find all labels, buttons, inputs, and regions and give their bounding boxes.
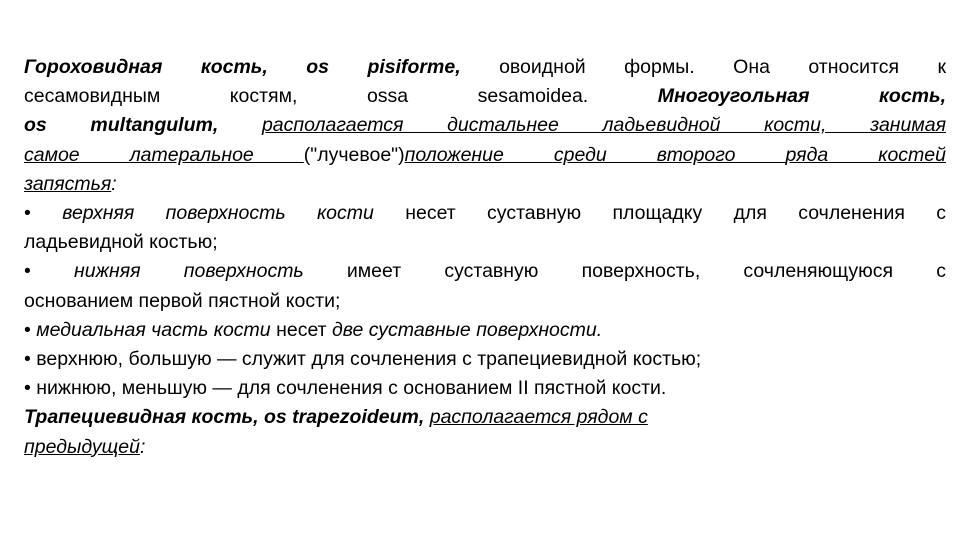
text-run: ("лучевое")	[303, 143, 405, 166]
text-line-6	[24, 199, 946, 228]
text-line-13	[24, 403, 946, 432]
text-run: положение	[404, 143, 554, 166]
text-run: предыдущей	[24, 435, 140, 458]
text-run: дистальнее	[447, 114, 603, 137]
text-line-3	[24, 111, 946, 140]
text-run: латеральное	[129, 143, 304, 166]
text-line-9	[24, 287, 946, 316]
text-line-1	[24, 53, 946, 82]
text-run: верхняя поверхность кости	[62, 202, 374, 225]
text-run: :	[111, 172, 117, 195]
text-run: •	[24, 260, 75, 283]
text-run: ряда	[785, 143, 879, 166]
text-run: несет суставную площадку для сочленения с	[373, 202, 946, 225]
text-run: две суставные поверхности.	[331, 318, 603, 341]
text-run: Многоугольная кость,	[657, 85, 946, 108]
text-line-8	[24, 257, 946, 286]
text-line-10	[24, 316, 946, 345]
text-run: основанием первой пястной кости;	[24, 289, 341, 312]
text-run: os multangulum,	[24, 114, 219, 137]
text-run: • нижнюю, меньшую — для сочленения с основанием II пястной кости.	[24, 377, 667, 400]
text-line-2	[24, 82, 946, 111]
text-run: Гороховидная кость, os pisiforme,	[24, 56, 461, 78]
text-line-12	[24, 374, 946, 403]
text-run: ладьевидной	[602, 114, 765, 137]
text-run: располагается рядом с	[429, 406, 648, 429]
text-run: медиальная часть кости	[36, 318, 271, 341]
text-run: занимая	[870, 114, 946, 137]
text-line-4	[24, 141, 946, 170]
text-line-11	[24, 345, 946, 374]
text-run: сесамовидным костям, ossa sesamoidea.	[24, 85, 658, 108]
text-line-14	[24, 433, 946, 462]
text-run: имеет суставную поверхность, сочленяющуюся с	[303, 260, 947, 283]
text-run: • верхнюю, большую — служит для сочленения с трапециевидной костью;	[24, 348, 702, 371]
text-line-5	[24, 170, 946, 199]
text-run: нижняя поверхность	[74, 260, 304, 283]
text-run: •	[24, 202, 63, 225]
text-run: ладьевидной костью;	[24, 231, 218, 254]
text-run: Трапециевидная кость, os trapezoideum,	[24, 406, 425, 429]
text-run: кости,	[764, 114, 871, 137]
text-run	[218, 114, 262, 136]
text-run: :	[139, 435, 146, 458]
text-run: запястья	[24, 172, 112, 195]
text-run: второго	[656, 143, 786, 166]
text-run: среди	[553, 143, 657, 166]
text-run: •	[24, 318, 37, 341]
text-run: овоидной формы. Она относится к	[460, 56, 946, 78]
text-run: располагается	[261, 114, 448, 137]
text-line-7	[24, 228, 946, 257]
text-run: самое	[24, 143, 130, 166]
text-run: несет	[270, 318, 332, 341]
text-run: костей	[878, 143, 946, 166]
